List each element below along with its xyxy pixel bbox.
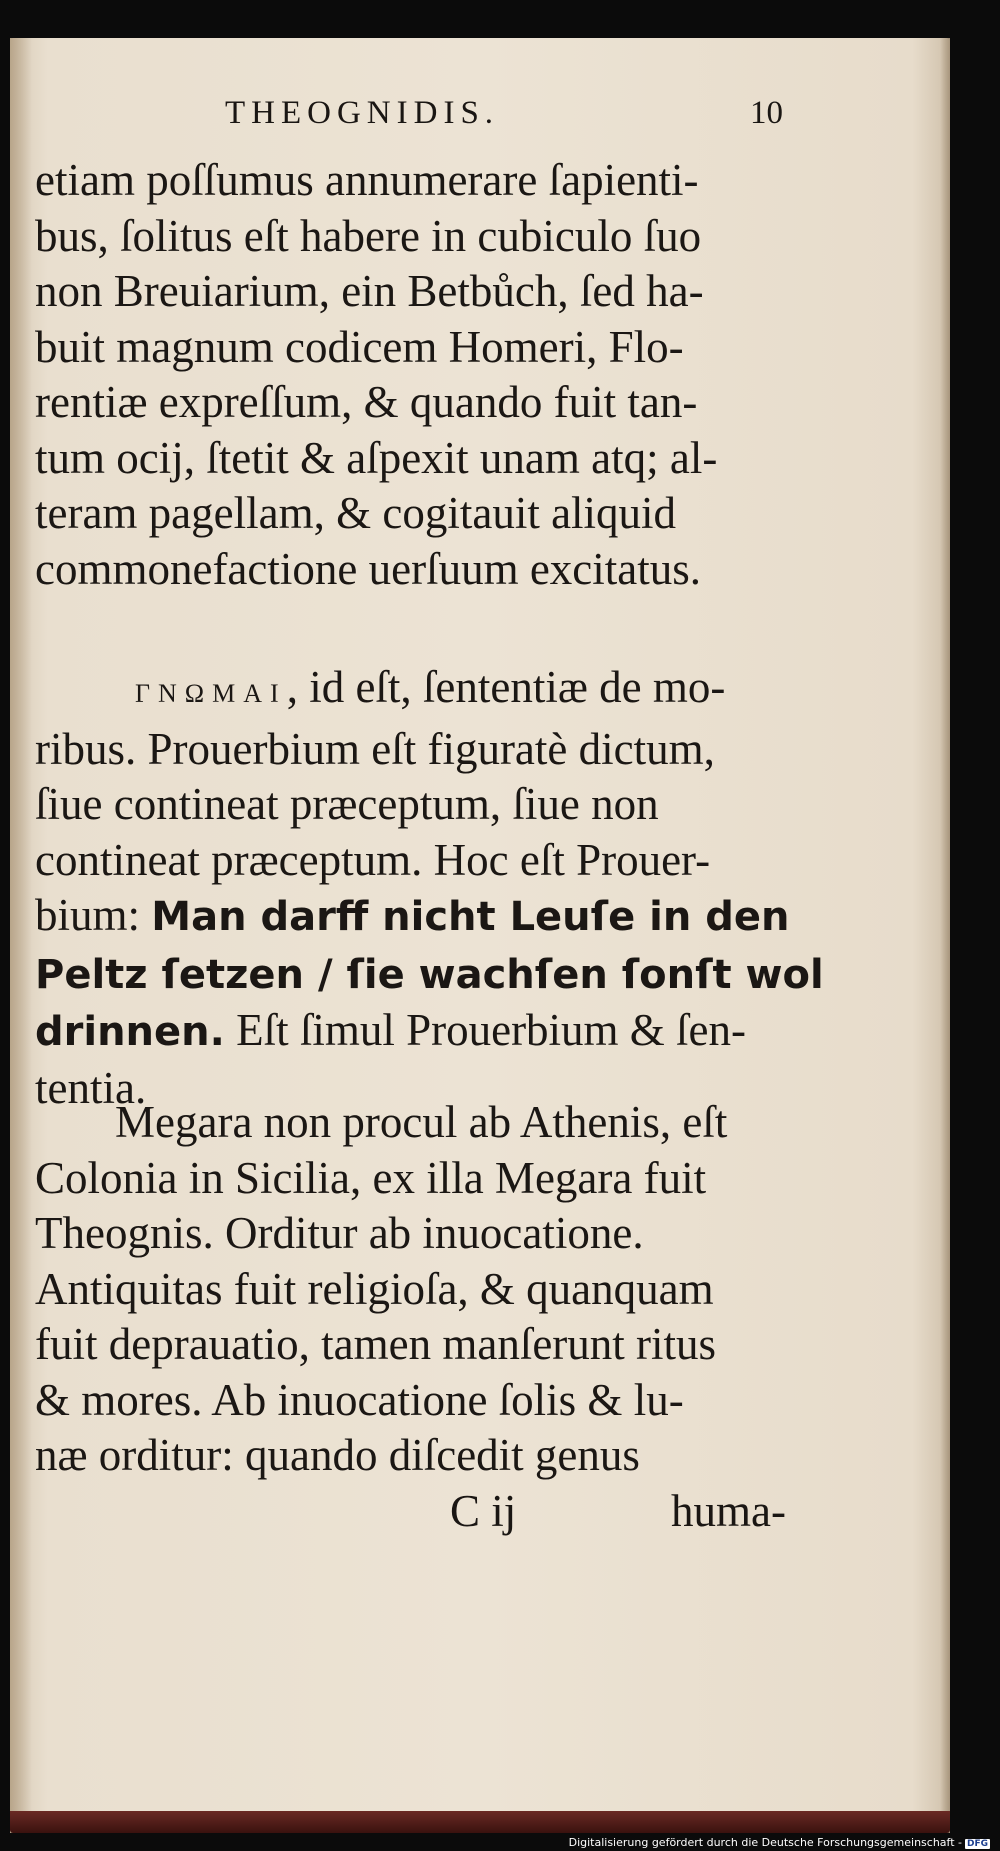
- german-proverb-text: Man darff nicht Leuſe in den: [151, 894, 790, 940]
- text-line: contineat præceptum. Hoc eſt Prouer-: [35, 834, 711, 885]
- text-line: [35, 888, 805, 946]
- running-header-title: THEOGNIDIS.: [225, 95, 500, 131]
- text-line: etiam poſſumus annumerare ſapienti-: [35, 155, 699, 205]
- dfg-logo: DFG: [966, 1839, 988, 1849]
- text-line: Colonia in Sicilia, ex illa Megara fuit: [35, 1152, 707, 1203]
- text-line: tentia.: [35, 1062, 147, 1113]
- text-line: buit magnum codicem Homeri, Flo-: [35, 321, 684, 372]
- paragraph-2: [35, 660, 824, 1116]
- page-gutter-shadow: [10, 38, 32, 1833]
- signature-line: [35, 1484, 805, 1544]
- german-proverb-text: drinnen.: [35, 1009, 225, 1055]
- text-fragment: bium:: [35, 890, 152, 940]
- text-line: & mores. Ab inuocatione ſolis & lu-: [35, 1374, 684, 1425]
- catchword: huma-: [671, 1486, 786, 1536]
- text-line: non Breuiarium, ein Betbůch, ſed ha-: [35, 266, 704, 316]
- paragraph-1: [35, 153, 805, 597]
- digitization-footer: [569, 1836, 990, 1849]
- text-line: teram pagellam, & cogitauit aliquid: [35, 488, 677, 538]
- text-line: [35, 660, 805, 722]
- footer-text: Digitalisierung gefördert durch die Deutsche Forschungsgemeinschaft -: [568, 1836, 962, 1849]
- paragraph-3: [35, 1095, 805, 1484]
- text-line: næ orditur: quando diſcedit genus: [35, 1430, 640, 1480]
- text-line: tum ocij, ſtetit & aſpexit unam atq; al-: [35, 432, 718, 483]
- page-number: 10: [750, 95, 783, 131]
- text-line: fuit deprauatio, tamen manſerunt ritus: [35, 1319, 717, 1369]
- text-line: Antiquitas fuit religioſa, & quanquam: [35, 1263, 714, 1314]
- text-line: commonefactione uerſuum excitatus.: [35, 543, 702, 594]
- greek-heading-word: ΓΝΩΜΑΙ: [135, 679, 287, 708]
- text-fragment: Eſt ſimul Prouerbium & ſen-: [224, 1005, 747, 1055]
- text-line: [35, 946, 824, 1004]
- text-fragment: , id eſt, ſententiæ de mo-: [286, 662, 726, 712]
- text-line: rentiæ expreſſum, & quando fuit tan-: [35, 377, 698, 427]
- page-edge-shadow: [940, 38, 950, 1833]
- signature-mark: C ij: [450, 1486, 517, 1536]
- text-line: ribus. Prouerbium eſt figuratè dictum,: [35, 723, 715, 774]
- text-line: ſiue contineat præceptum, ſiue non: [35, 779, 659, 829]
- german-proverb-text: Peltz ſetzen / ſie wachſen ſonſt wol: [35, 951, 824, 998]
- text-line: Megara non procul ab Athenis, eſt: [115, 1097, 728, 1147]
- text-line: [35, 1003, 805, 1061]
- page-bottom-edge: [10, 1811, 950, 1833]
- text-line: bus, ſolitus eſt habere in cubiculo ſuo: [35, 210, 702, 261]
- text-line: Theognis. Orditur ab inuocatione.: [35, 1208, 644, 1258]
